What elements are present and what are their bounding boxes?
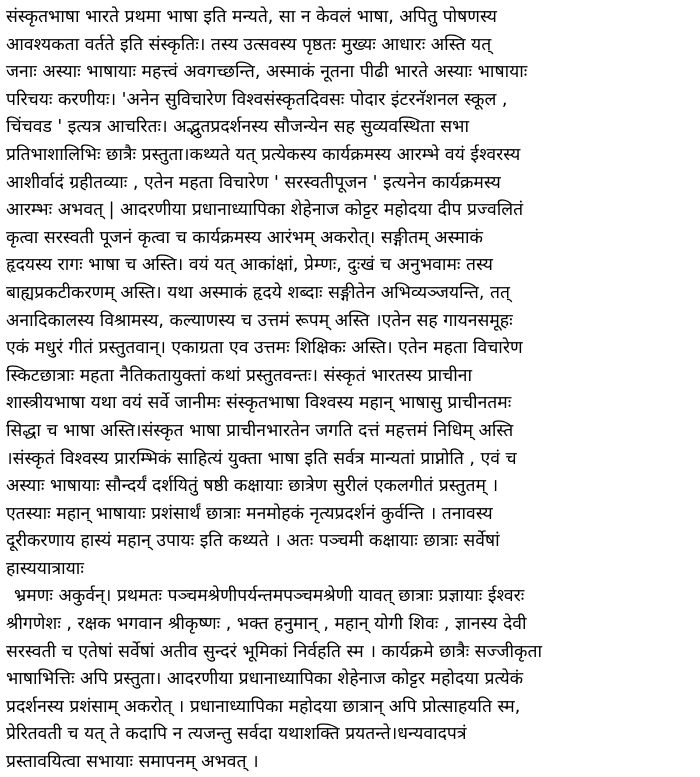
text-line: प्रेरितवती च यत् ते कदापि न त्यजन्तु सर्वदा यथाशक्ति प्रयतन्ते।धन्यवादपत्रं <box>6 724 467 745</box>
text-line: अस्याः भाषायाः सौन्दर्यं दर्शयितुं षष्ठी कक्षायाः छात्रेण सुरीलं एकलगीतं प्रस्तुतम् । <box>6 476 499 497</box>
text-line: प्रस्तावयित्वा सभायाः समापनम् अभवत् । <box>6 752 259 773</box>
text-line: स्किटछात्राः महता नैतिकतायुक्तां कथां प्रस्तुतवन्तः। संस्कृतं भारतस्य प्राचीना <box>6 365 473 386</box>
text-line: शास्त्रीयभाषा यथा वयं सर्वे जानीमः संस्कृतभाषा विश्वस्य महान् भाषासु प्राचीनतमः <box>6 393 512 414</box>
paragraph-1 <box>6 4 694 583</box>
paragraph-2 <box>6 583 694 776</box>
text-line: सिद्धा च भाषा अस्ति।संस्कृत भाषा प्राचीनभारतेन जगति दत्तं महत्तमं निधिम् अस्ति <box>6 420 514 441</box>
text-line: दूरीकरणाय हास्यं महान् उपायः इति कथ्यते । अतः पञ्चमी कक्षायाः छात्राः सर्वेषां <box>6 531 500 552</box>
text-line: भाषाभित्तिः अपि प्रस्तुता। आदरणीया प्रधानाध्यापिका शेहेनाज कोट्टर महोदया प्रत्येकं <box>6 669 524 690</box>
text-line: प्रदर्शनस्य प्रशंसाम् अकरोत् । प्रधानाध्यापिका महोदया छात्रान् अपि प्रोत्साहयति स्म, <box>6 696 521 717</box>
text-line: प्रतिभाशालिभिः छात्रैः प्रस्तुता।कथ्यते यत् प्रत्येकस्य कार्यक्रमस्य आरम्भे वयं ईश्वरस्य <box>6 144 521 165</box>
text-line: आशीर्वादं ग्रहीतव्याः , एतेन महता विचारेण ' सरस्वतीपूजन ' इत्यनेन कार्यक्रमस्य <box>6 172 501 193</box>
text-line: ।संस्कृतं विश्वस्य प्रारम्भिकं साहित्यं युक्ता भाषा इति सर्वत्र मान्यतां प्राप्नोति , एवं च <box>6 448 517 469</box>
text-line: बाह्यप्रकटीकरणम् अस्ति। यथा अस्माकं हृदये शब्दाः सङ्गीतेन अभिव्यञ्जयन्ति, तत् <box>6 282 510 303</box>
text-line: सरस्वती च एतेषां सर्वेषां अतीव सुन्दरं भूमिकां निर्वहति स्म । कार्यक्रमे छात्रैः सज्जीकृता <box>6 641 542 662</box>
text-line: हृदयस्य रागः भाषा च अस्ति। वयं यत् आकांक्षां, प्रेम्णः, दुःखं च अनुभवामः तस्य <box>6 255 493 276</box>
text-line: कृत्वा सरस्वती पूजनं कृत्वा च कार्यक्रमस्य आरंभम् अकरोत्। सङ्गीतम् अस्माकं <box>6 227 483 248</box>
text-line: हास्ययात्रायाः <box>6 558 84 579</box>
text-line: जनाः अस्याः भाषायाः महत्त्वं अवगच्छन्ति, अस्माकं नूतना पीढी भारते अस्याः भाषायाः <box>6 62 528 83</box>
text-line: श्रीगणेशः , रक्षक भगवान श्रीकृष्णः , भक्त हनुमान् , महान् योगी शिवः , ज्ञानस्य देवी <box>6 614 527 635</box>
text-line: आवश्यकता वर्तते इति संस्कृतिः। तस्य उत्सवस्य पृष्ठतः मुख्यः आधारः अस्ति यत् <box>6 34 492 55</box>
text-line: परिचयः करणीयः। 'अनेन सुविचारेण विश्वसंस्कृतदिवसः पोदार इंटरनॅशनल स्कूल , <box>6 89 508 110</box>
text-line: एकं मधुरं गीतं प्रस्तुतवान्। एकाग्रता एव उत्तमः शिक्षिकः अस्ति। एतेन महता विचारेण <box>6 338 523 359</box>
text-line: संस्कृतभाषा भारते प्रथमा भाषा इति मन्यते, सा न केवलं भाषा, अपितु पोषणस्य <box>6 7 497 27</box>
text-line: एतस्याः महान् भाषायाः प्रशंसार्थं छात्राः मनमोहकं नृत्यप्रदर्शनं कुर्वन्ति । तनावस्य <box>6 503 493 524</box>
text-line: आरम्भः अभवत् | आदरणीया प्रधानाध्यापिका शेहेनाज कोट्टर महोदया दीप प्रज्वलितं <box>6 200 524 221</box>
text-line: भ्रमणः अकुर्वन्। प्रथमतः पञ्चमश्रेणीपर्यन्तमपञ्चमश्रेणी यावत् छात्राः प्रज्ञायाः ईश्वरः <box>14 586 525 607</box>
text-line: चिंचवड ' इत्यत्र आचरितः। अद्भुतप्रदर्शनस्य सौजन्येन सह सुव्यवस्थिता सभा <box>6 117 469 138</box>
text-line: अनादिकालस्य विश्रामस्य, कल्याणस्य च उत्तमं रूपम् अस्ति ।एतेन सह गायनसमूहः <box>6 310 513 331</box>
